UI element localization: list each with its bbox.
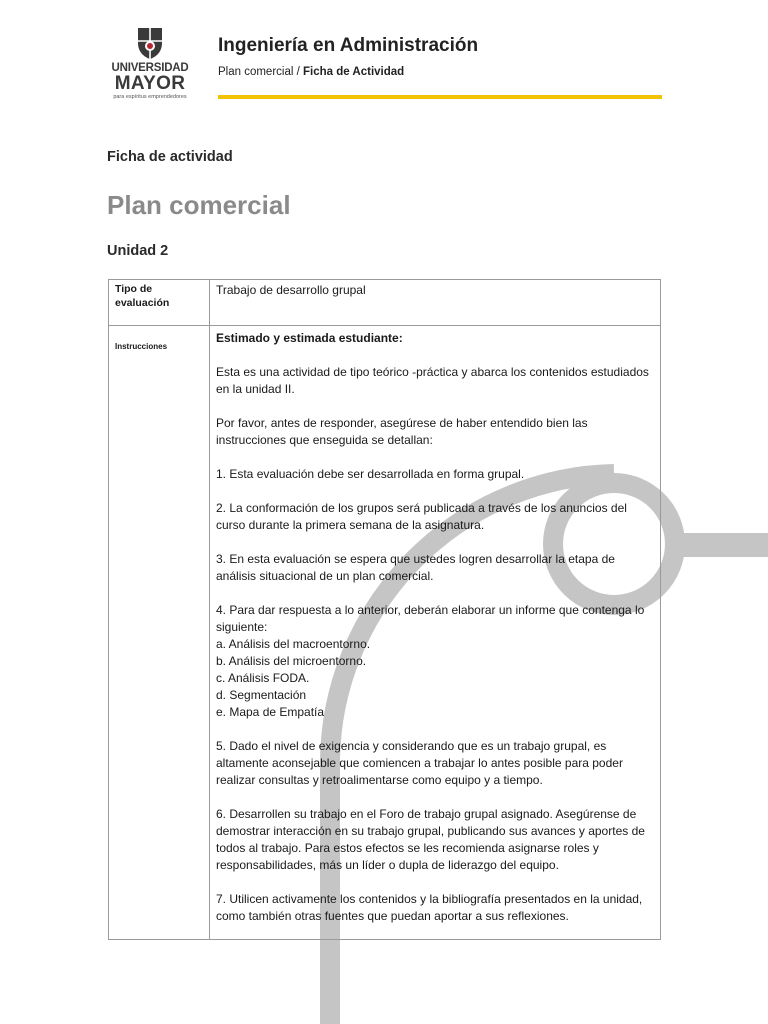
breadcrumb [218, 66, 404, 78]
list-item: c. Análisis FODA. [216, 671, 310, 685]
logo-line-2: MAYOR [114, 73, 186, 94]
instruction-item-6: 6. Desarrollen su trabajo en el Foro de trabajo grupal asignado. Asegúrense de demostrar interacción en su trabajo grupal, publicando sus avances y aportes de todos al trabajo. Para estos efectos se les recomienda asignarse roles y responsabilidades, más un líder o dupla de liderazgo del equipo. [216, 807, 645, 872]
list-item: a. Análisis del macroentorno. [216, 637, 371, 651]
table-cell [210, 280, 661, 326]
shield-icon [135, 26, 165, 60]
instruction-item-2: 2. La conformación de los grupos será publicada a través de los anuncios del curso durante la primera semana de la asignatura. [216, 501, 627, 532]
instruction-item-4: 4. Para dar respuesta a lo anterior, deberán elaborar un informe que contenga lo siguiente: [216, 603, 645, 634]
program-title: Ingeniería en Administración [218, 35, 479, 56]
greeting: Estimado y estimada estudiante: [216, 331, 403, 345]
unit-label: Unidad 2 [107, 243, 169, 259]
evaluation-type-value: Trabajo de desarrollo grupal [216, 283, 366, 297]
list-item: d. Segmentación [216, 688, 307, 702]
instructions-content [210, 326, 661, 940]
university-logo [104, 26, 196, 106]
table-cell [109, 326, 210, 940]
page-title: Plan comercial [107, 190, 291, 220]
evaluation-type-label: Tipo de evaluación [115, 283, 170, 309]
instruction-item-7: 7. Utilicen activamente los contenidos y la bibliografía presentados en la unidad, como también otras fuentes que puedan aportar a sus reflexiones. [216, 892, 643, 923]
list-item: b. Análisis del microentorno. [216, 654, 367, 668]
instruction-item-1: 1. Esta evaluación debe ser desarrollada en forma grupal. [216, 467, 525, 481]
table-row [109, 326, 661, 940]
table-row [109, 280, 661, 326]
instructions-label: Instrucciones [115, 342, 168, 351]
list-item: e. Mapa de Empatía [216, 705, 325, 719]
intro-paragraph: Esta es una actividad de tipo teórico -práctica y abarca los contenidos estudiados en la unidad II. [216, 365, 649, 396]
breadcrumb-course: Plan comercial / [218, 66, 300, 78]
section-label: Ficha de actividad [107, 149, 233, 165]
header-divider [218, 95, 662, 99]
logo-line-1: UNIVERSIDAD [111, 62, 189, 74]
instruction-item-5: 5. Dado el nivel de exigencia y considerando que es un trabajo grupal, es altamente aconsejable que comiencen a trabajar lo antes posible para poder realizar consultas y retroalimentarse como equipo y a tiempo. [216, 739, 623, 787]
logo-tagline: para espíritus emprendedores [113, 94, 187, 100]
instruction-item-3: 3. En esta evaluación se espera que ustedes logren desarrollar la etapa de análisis situacional de un plan comercial. [216, 552, 615, 583]
activity-table [108, 279, 661, 940]
breadcrumb-current: Ficha de Actividad [303, 66, 405, 78]
deliverables-list [216, 636, 654, 721]
table-cell [109, 280, 210, 326]
request-paragraph: Por favor, antes de responder, asegúrese de haber entendido bien las instrucciones que enseguida se detallan: [216, 416, 588, 447]
